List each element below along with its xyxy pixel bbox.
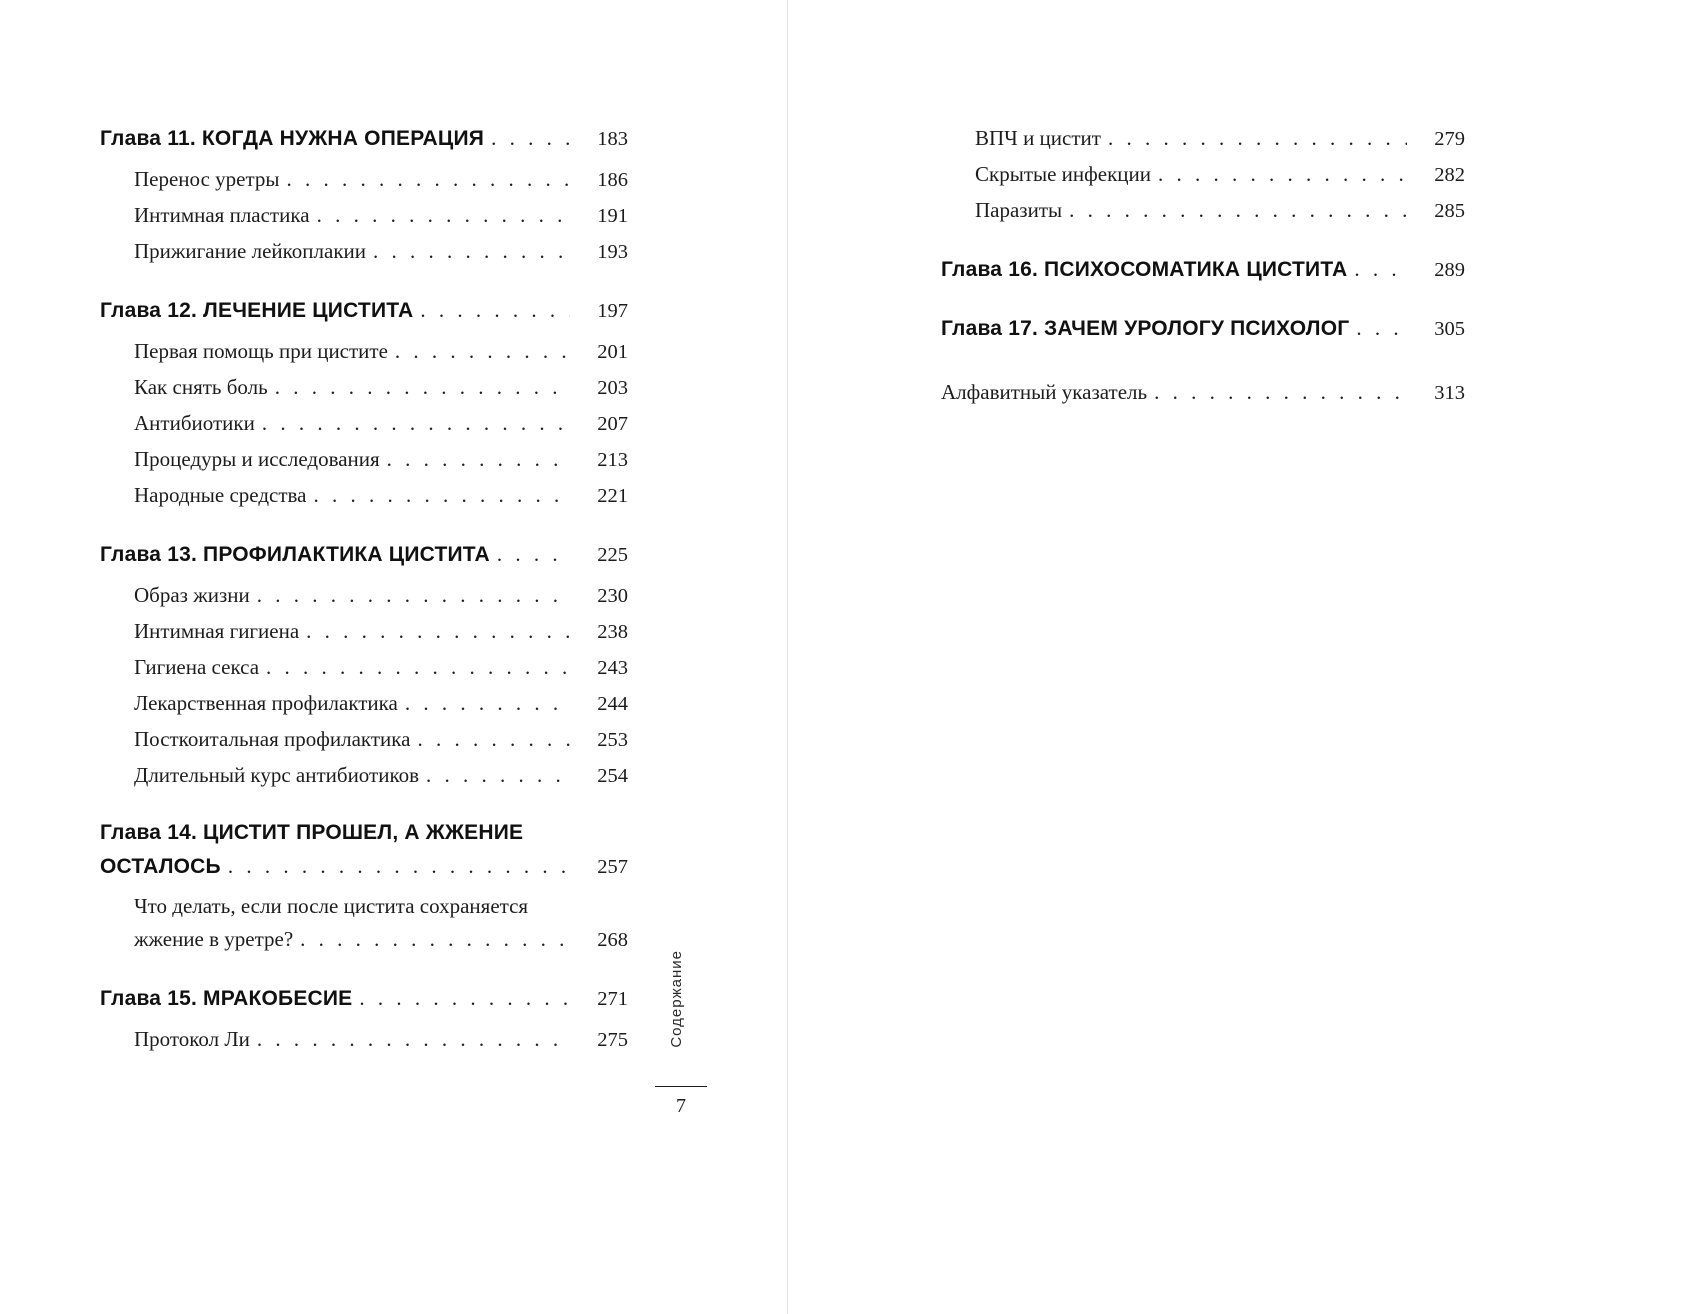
- toc-leader-dots: [314, 478, 571, 513]
- toc-page-number: 238: [597, 621, 628, 643]
- toc-leader-dots: [373, 234, 570, 269]
- toc-entry-label: Глава 16. ПСИХОСОМАТИКА ЦИСТИТА: [941, 258, 1348, 281]
- toc-entry-item: [941, 121, 1465, 157]
- toc-entry-row: [134, 406, 628, 442]
- toc-entry-row: [975, 157, 1465, 193]
- toc-page-number: 244: [597, 693, 628, 715]
- toc-page-number: 289: [1434, 259, 1465, 281]
- toc-leader-dots: [300, 922, 570, 957]
- toc-entry-row: [134, 334, 628, 370]
- toc-entry-label: Гигиена секса: [134, 655, 260, 679]
- toc-page-number: 207: [597, 413, 628, 435]
- toc-leader-dots: [387, 442, 570, 477]
- toc-leader-dots: [1069, 193, 1407, 228]
- toc-leader-dots: [306, 614, 570, 649]
- toc-leader-dots: [317, 198, 570, 233]
- toc-entry-label: Образ жизни: [134, 583, 250, 607]
- toc-entry-row: [975, 193, 1465, 229]
- toc-entry-row: [134, 370, 628, 406]
- toc-page-number: 282: [1434, 164, 1465, 186]
- toc-entry-label: Процедуры и исследования: [134, 447, 380, 471]
- toc-page-number: 275: [597, 1029, 628, 1051]
- toc-entry-label: Глава 14. ЦИСТИТ ПРОШЕЛ, А ЖЖЕНИЕ: [100, 821, 524, 844]
- toc-page-number: 254: [597, 765, 628, 787]
- toc-entry-label: Глава 12. ЛЕЧЕНИЕ ЦИСТИТА: [100, 299, 414, 322]
- toc-entry-row: [134, 1022, 628, 1058]
- toc-entry-label: Глава 17. ЗАЧЕМ УРОЛОГУ ПСИХОЛОГ: [941, 317, 1350, 340]
- toc-page-number: 186: [597, 169, 628, 191]
- toc-entry-label: Антибиотики: [134, 411, 255, 435]
- toc-page-number: 201: [597, 341, 628, 363]
- toc-page-number: 271: [597, 988, 628, 1010]
- toc-entry-plain: [941, 375, 1465, 411]
- toc-entry-chapter: [941, 252, 1465, 288]
- toc-leader-dots: [262, 406, 570, 441]
- toc-page-number: 183: [597, 128, 628, 150]
- toc-leader-dots: [266, 650, 570, 685]
- toc-entry-item: [100, 614, 628, 650]
- toc-entry-chapter: [100, 981, 628, 1017]
- toc-page-number: 257: [597, 856, 628, 878]
- toc-entry-item: [100, 478, 628, 514]
- toc-page-number: 197: [597, 300, 628, 322]
- toc-entry-label: Прижигание лейкоплакии: [134, 239, 367, 263]
- toc-page-number: 253: [597, 729, 628, 751]
- toc-leader-dots: [1356, 311, 1407, 346]
- folio-rule: [655, 1086, 707, 1087]
- toc-leader-dots: [287, 162, 570, 197]
- toc-entry-label: ОСТАЛОСЬ: [100, 855, 221, 878]
- toc-entry-row: [134, 578, 628, 614]
- toc-entry-row: [134, 722, 628, 758]
- toc-entry-item: [100, 890, 628, 958]
- toc-leader-dots: [420, 293, 570, 328]
- toc-entry-item: [100, 1022, 628, 1058]
- toc-entry-row: [100, 537, 628, 573]
- toc-leader-dots: [417, 722, 570, 757]
- toc-leader-dots: [257, 1022, 570, 1057]
- toc-entry-item: [941, 157, 1465, 193]
- page-number-folio: 7: [676, 1095, 686, 1117]
- toc-entry-row: [134, 758, 628, 794]
- toc-entry-label: Что делать, если после цистита сохраняется: [134, 894, 529, 918]
- toc-leader-dots: [228, 849, 570, 884]
- toc-entry-label: Перенос уретры: [134, 167, 280, 191]
- toc-entry-label: Посткоитальная профилактика: [134, 727, 411, 751]
- toc-entry-label: Паразиты: [975, 198, 1063, 222]
- toc-entry-row: [100, 293, 628, 329]
- toc-entry-row: [100, 121, 628, 157]
- toc-entry-item: [100, 650, 628, 686]
- toc-leader-dots: [491, 121, 570, 156]
- toc-entry-row: [134, 686, 628, 722]
- toc-entry-row: [941, 252, 1465, 288]
- toc-leader-dots: [1158, 157, 1407, 192]
- toc-page-number: 213: [597, 449, 628, 471]
- toc-entry-label: Интимная гигиена: [134, 619, 300, 643]
- toc-page-number: 191: [597, 205, 628, 227]
- toc-entry-item: [100, 406, 628, 442]
- toc-entry-item: [100, 370, 628, 406]
- toc-entry-item: [100, 442, 628, 478]
- toc-page-number: 313: [1434, 382, 1465, 404]
- toc-entry-label: Глава 15. МРАКОБЕСИЕ: [100, 987, 353, 1010]
- toc-leader-dots: [275, 370, 570, 405]
- toc-entry-chapter: [100, 293, 628, 329]
- toc-entry-row: [134, 922, 628, 958]
- toc-page-number: 268: [597, 929, 628, 951]
- toc-leader-dots: [257, 578, 570, 613]
- toc-leader-dots: [1108, 121, 1407, 156]
- toc-entry-row: [941, 375, 1465, 411]
- toc-entry-chapter: [100, 121, 628, 157]
- toc-entry-row: [134, 614, 628, 650]
- toc-entry-item: [100, 234, 628, 270]
- toc-entry-item: [100, 722, 628, 758]
- toc-entry-row: [134, 442, 628, 478]
- toc-left-column: [100, 121, 628, 1058]
- toc-leader-dots: [1354, 252, 1407, 287]
- toc-leader-dots: [405, 686, 570, 721]
- toc-leader-dots: [1154, 375, 1407, 410]
- toc-entry-item: [100, 334, 628, 370]
- toc-page-number: 243: [597, 657, 628, 679]
- toc-entry-label: Интимная пластика: [134, 203, 310, 227]
- running-footer-title: Содержание: [668, 950, 685, 1048]
- toc-entry-label: Протокол Ли: [134, 1027, 250, 1051]
- toc-entry-label: ВПЧ и цистит: [975, 126, 1101, 150]
- toc-entry-chapter: [100, 537, 628, 573]
- toc-leader-dots: [395, 334, 570, 369]
- toc-entry-chapter: [941, 311, 1465, 347]
- page-gutter-divider: [787, 0, 788, 1314]
- toc-page-number: 279: [1434, 128, 1465, 150]
- toc-leader-dots: [426, 758, 570, 793]
- toc-entry-item: [100, 198, 628, 234]
- toc-entry-label: Первая помощь при цистите: [134, 339, 388, 363]
- toc-entry-item: [100, 686, 628, 722]
- toc-entry-label: Глава 11. КОГДА НУЖНА ОПЕРАЦИЯ: [100, 127, 485, 150]
- toc-entry-label: Алфавитный указатель: [941, 380, 1148, 404]
- toc-page-number: 225: [597, 544, 628, 566]
- toc-entry-label: Народные средства: [134, 483, 307, 507]
- toc-entry-row: [134, 198, 628, 234]
- toc-entry-row: [134, 478, 628, 514]
- toc-entry-item: [941, 193, 1465, 229]
- toc-entry-label: жжение в уретре?: [134, 927, 294, 951]
- toc-entry-row: [100, 849, 628, 885]
- toc-entry-row: [941, 311, 1465, 347]
- toc-entry-item: [100, 578, 628, 614]
- toc-entry-item: [100, 162, 628, 198]
- toc-entry-chapter: [100, 817, 628, 885]
- toc-entry-row: [975, 121, 1465, 157]
- toc-leader-dots: [497, 537, 570, 572]
- toc-page-number: 221: [597, 485, 628, 507]
- toc-entry-label: Длительный курс антибиотиков: [134, 763, 419, 787]
- toc-page-number: 305: [1434, 318, 1465, 340]
- toc-page-number: 203: [597, 377, 628, 399]
- toc-entry-label: Скрытые инфекции: [975, 162, 1151, 186]
- toc-entry-label: Лекарственная профилактика: [134, 691, 398, 715]
- toc-entry-label: Глава 13. ПРОФИЛАКТИКА ЦИСТИТА: [100, 543, 490, 566]
- toc-right-column: [941, 121, 1465, 411]
- toc-entry-row: [134, 234, 628, 270]
- toc-page-number: 193: [597, 241, 628, 263]
- toc-entry-row: [100, 981, 628, 1017]
- toc-entry-row: [134, 650, 628, 686]
- toc-page-number: 285: [1434, 200, 1465, 222]
- toc-leader-dots: [359, 981, 570, 1016]
- toc-page-number: 230: [597, 585, 628, 607]
- toc-entry-row: [134, 162, 628, 198]
- toc-entry-item: [100, 758, 628, 794]
- toc-entry-label: Как снять боль: [134, 375, 268, 399]
